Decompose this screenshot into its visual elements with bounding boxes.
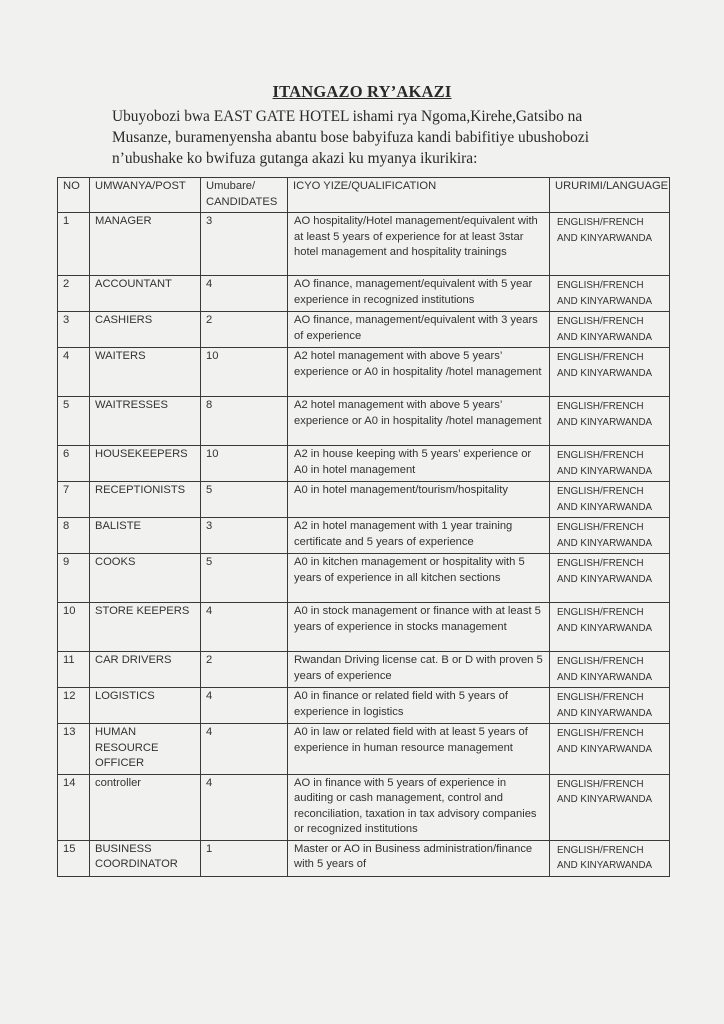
cell-language: ENGLISH/FRENCH AND KINYARWANDA bbox=[550, 518, 670, 554]
document-title: ITANGAZO RY’AKAZI bbox=[272, 82, 452, 101]
cell-post: LOGISTICS bbox=[90, 688, 201, 724]
header-post: UMWANYA/POST bbox=[90, 178, 201, 213]
cell-language: ENGLISH/FRENCH AND KINYARWANDA bbox=[550, 348, 670, 397]
intro-line-3: n’ubushake ko bwifuza gutanga akazi ku myanya ikurikira: bbox=[112, 150, 478, 167]
intro-paragraph bbox=[112, 106, 632, 169]
cell-no: 8 bbox=[58, 518, 90, 554]
table-row bbox=[58, 312, 670, 348]
header-qualification: ICYO YIZE/QUALIFICATION bbox=[288, 178, 550, 213]
cell-qualification: A0 in finance or related field with 5 years of experience in logistics bbox=[288, 688, 550, 724]
cell-post: STORE KEEPERS bbox=[90, 603, 201, 652]
cell-language: ENGLISH/FRENCH AND KINYARWANDA bbox=[550, 213, 670, 276]
cell-post: MANAGER bbox=[90, 213, 201, 276]
cell-no: 2 bbox=[58, 276, 90, 312]
cell-post: controller bbox=[90, 774, 201, 840]
table-row bbox=[58, 724, 670, 775]
cell-candidates: 5 bbox=[201, 482, 288, 518]
cell-candidates: 4 bbox=[201, 724, 288, 775]
cell-post: CAR DRIVERS bbox=[90, 652, 201, 688]
cell-post: ACCOUNTANT bbox=[90, 276, 201, 312]
table-row bbox=[58, 603, 670, 652]
cell-language: ENGLISH/FRENCH AND KINYARWANDA bbox=[550, 482, 670, 518]
cell-post: COOKS bbox=[90, 554, 201, 603]
cell-no: 3 bbox=[58, 312, 90, 348]
cell-post: BUSINESS COORDINATOR bbox=[90, 840, 201, 876]
cell-qualification: A0 in stock management or finance with at least 5 years of experience in stocks management bbox=[288, 603, 550, 652]
table-row bbox=[58, 774, 670, 840]
cell-post: WAITRESSES bbox=[90, 397, 201, 446]
table-header-row bbox=[58, 178, 670, 213]
cell-language: ENGLISH/FRENCH AND KINYARWANDA bbox=[550, 276, 670, 312]
cell-candidates: 5 bbox=[201, 554, 288, 603]
table-row bbox=[58, 397, 670, 446]
cell-no: 4 bbox=[58, 348, 90, 397]
table-row bbox=[58, 518, 670, 554]
cell-no: 7 bbox=[58, 482, 90, 518]
cell-candidates: 4 bbox=[201, 688, 288, 724]
header-candidates: Umubare/ CANDIDATES bbox=[201, 178, 288, 213]
table-row bbox=[58, 840, 670, 876]
cell-qualification: Master or AO in Business administration/finance with 5 years of bbox=[288, 840, 550, 876]
cell-qualification: A2 in hotel management with 1 year training certificate and 5 years of experience bbox=[288, 518, 550, 554]
cell-no: 12 bbox=[58, 688, 90, 724]
cell-candidates: 3 bbox=[201, 213, 288, 276]
table-row bbox=[58, 446, 670, 482]
table-row bbox=[58, 688, 670, 724]
cell-no: 11 bbox=[58, 652, 90, 688]
cell-candidates: 2 bbox=[201, 312, 288, 348]
cell-qualification: A0 in hotel management/tourism/hospitality bbox=[288, 482, 550, 518]
cell-candidates: 2 bbox=[201, 652, 288, 688]
cell-post: HOUSEKEEPERS bbox=[90, 446, 201, 482]
cell-post: RECEPTIONISTS bbox=[90, 482, 201, 518]
cell-language: ENGLISH/FRENCH AND KINYARWANDA bbox=[550, 774, 670, 840]
cell-candidates: 8 bbox=[201, 397, 288, 446]
cell-qualification: A2 in house keeping with 5 years’ experience or A0 in hotel management bbox=[288, 446, 550, 482]
cell-language: ENGLISH/FRENCH AND KINYARWANDA bbox=[550, 397, 670, 446]
table-row bbox=[58, 652, 670, 688]
cell-language: ENGLISH/FRENCH AND KINYARWANDA bbox=[550, 840, 670, 876]
cell-qualification: A0 in kitchen management or hospitality with 5 years of experience in all kitchen sections bbox=[288, 554, 550, 603]
cell-qualification: AO finance, management/equivalent with 5 year experience in recognized institutions bbox=[288, 276, 550, 312]
cell-qualification: A0 in law or related field with at least 5 years of experience in human resource management bbox=[288, 724, 550, 775]
cell-no: 14 bbox=[58, 774, 90, 840]
cell-no: 1 bbox=[58, 213, 90, 276]
cell-no: 15 bbox=[58, 840, 90, 876]
cell-no: 5 bbox=[58, 397, 90, 446]
cell-language: ENGLISH/FRENCH AND KINYARWANDA bbox=[550, 603, 670, 652]
cell-post: BALISTE bbox=[90, 518, 201, 554]
table-row bbox=[58, 213, 670, 276]
cell-language: ENGLISH/FRENCH AND KINYARWANDA bbox=[550, 724, 670, 775]
header-language: URURIMI/LANGUAGE bbox=[550, 178, 670, 213]
cell-language: ENGLISH/FRENCH AND KINYARWANDA bbox=[550, 652, 670, 688]
cell-post: HUMAN RESOURCE OFFICER bbox=[90, 724, 201, 775]
cell-no: 9 bbox=[58, 554, 90, 603]
table-row bbox=[58, 482, 670, 518]
positions-table bbox=[57, 177, 670, 877]
cell-no: 13 bbox=[58, 724, 90, 775]
header-no: NO bbox=[58, 178, 90, 213]
table-row bbox=[58, 276, 670, 312]
cell-qualification: A2 hotel management with above 5 years’ experience or A0 in hospitality /hotel management bbox=[288, 348, 550, 397]
cell-language: ENGLISH/FRENCH AND KINYARWANDA bbox=[550, 688, 670, 724]
table-row bbox=[58, 554, 670, 603]
cell-candidates: 1 bbox=[201, 840, 288, 876]
table-body bbox=[58, 213, 670, 877]
cell-candidates: 4 bbox=[201, 603, 288, 652]
cell-language: ENGLISH/FRENCH AND KINYARWANDA bbox=[550, 446, 670, 482]
table-row bbox=[58, 348, 670, 397]
cell-qualification: AO finance, management/equivalent with 3 years of experience bbox=[288, 312, 550, 348]
cell-language: ENGLISH/FRENCH AND KINYARWANDA bbox=[550, 312, 670, 348]
cell-post: WAITERS bbox=[90, 348, 201, 397]
cell-no: 6 bbox=[58, 446, 90, 482]
cell-candidates: 4 bbox=[201, 276, 288, 312]
cell-language: ENGLISH/FRENCH AND KINYARWANDA bbox=[550, 554, 670, 603]
intro-line-1: Ubuyobozi bwa EAST GATE HOTEL ishami rya Ngoma,Kirehe,Gatsibo na bbox=[112, 108, 583, 125]
cell-candidates: 10 bbox=[201, 446, 288, 482]
cell-candidates: 10 bbox=[201, 348, 288, 397]
cell-qualification: AO hospitality/Hotel management/equivalent with at least 5 years of experience for at least 3star hotel management and hospitality trainings bbox=[288, 213, 550, 276]
cell-qualification: A2 hotel management with above 5 years’ experience or A0 in hospitality /hotel management bbox=[288, 397, 550, 446]
intro-line-2: Musanze, buramenyensha abantu bose babyifuza kandi babifitiye ubushobozi bbox=[112, 129, 589, 146]
cell-candidates: 3 bbox=[201, 518, 288, 554]
cell-qualification: Rwandan Driving license cat. B or D with proven 5 years of experience bbox=[288, 652, 550, 688]
cell-candidates: 4 bbox=[201, 774, 288, 840]
cell-qualification: AO in finance with 5 years of experience in auditing or cash management, control and reconciliation, taxation in tax advisory companies or recognized institutions bbox=[288, 774, 550, 840]
cell-no: 10 bbox=[58, 603, 90, 652]
cell-post: CASHIERS bbox=[90, 312, 201, 348]
